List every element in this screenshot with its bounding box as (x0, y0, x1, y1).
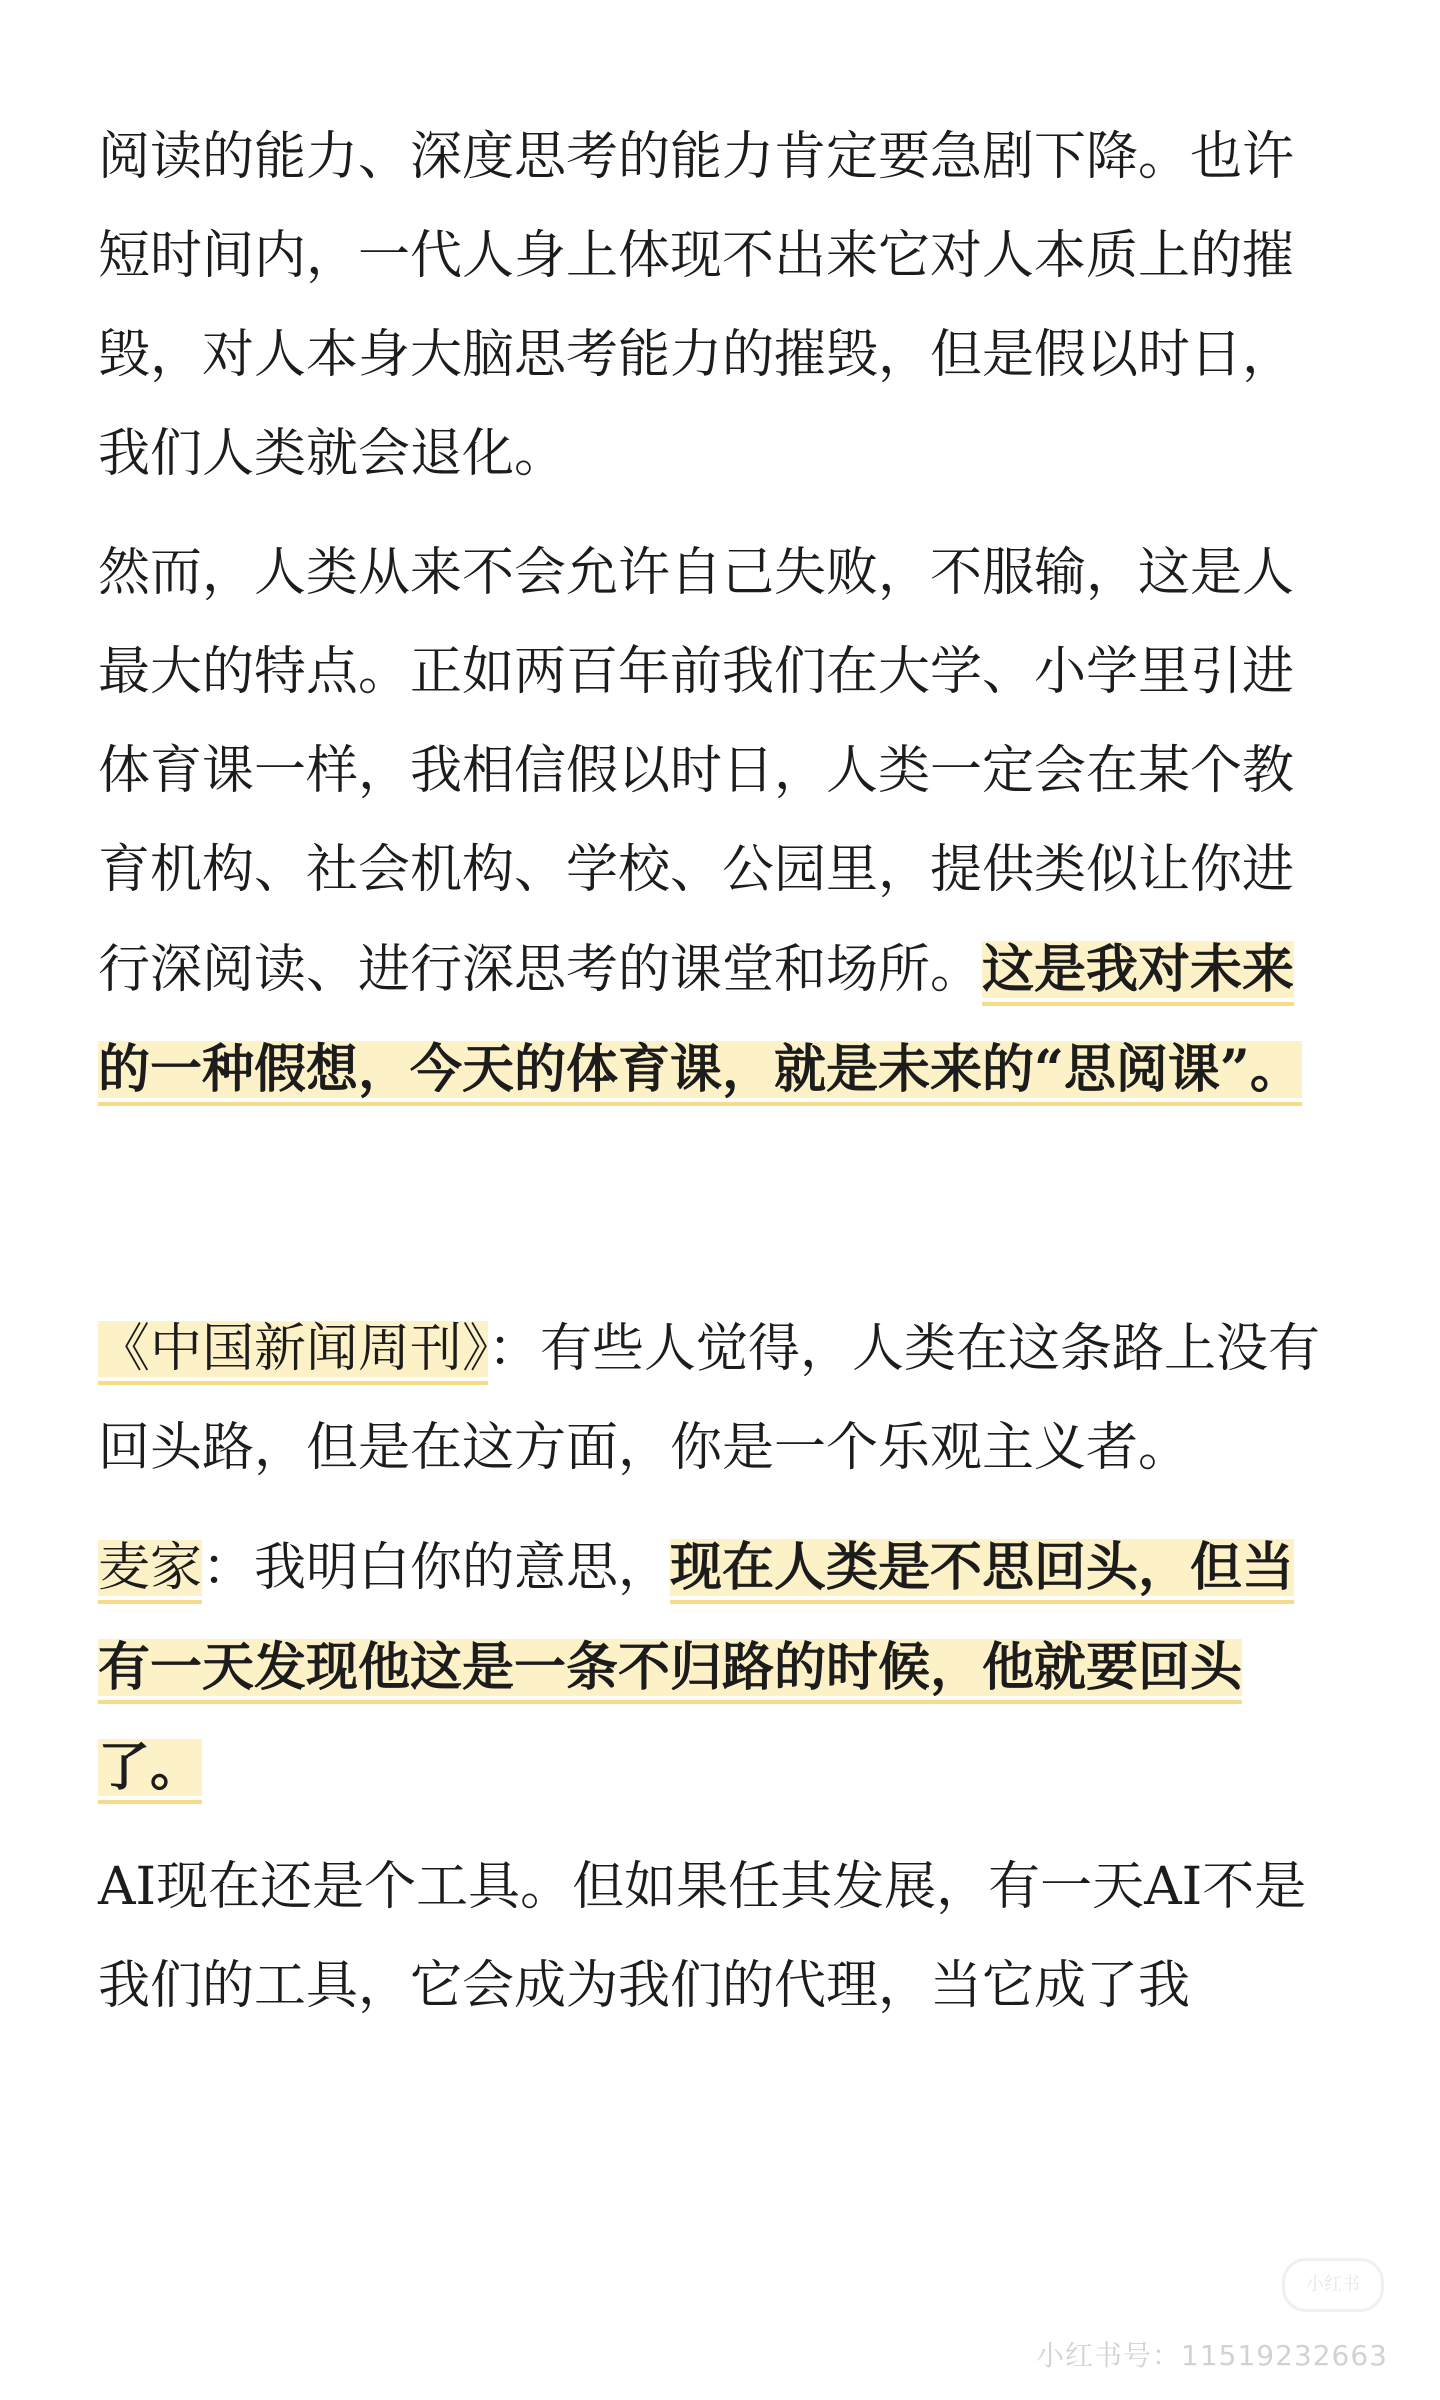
paragraph-5 (98, 1838, 1338, 2036)
question-text: ：有些人觉得，人类在这条路上没有回头路，但是在这方面，你是一个乐观主义者。 (98, 1319, 1321, 1478)
speaker-name: 麦家 (98, 1536, 202, 1604)
answer-paragraph (98, 1518, 1338, 1818)
watermark-id: 小红书号：11519232663 (1036, 2339, 1388, 2372)
highlighted-answer: 现在人类是不思回头，但当有一天发现他这是一条不归路的时候，他就要回头了。 (98, 1535, 1294, 1804)
highlighted-quote: 这是我对未来的一种假想，今天的体育课，就是未来的“思阅课”。 (98, 937, 1302, 1106)
paragraph-1 (98, 108, 1338, 504)
paragraph-1-text: 阅读的能力、深度思考的能力肯定要急剧下降。也许短时间内，一代人身上体现不出来它对人本质上的摧毁，对人本身大脑思考能力的摧毁，但是假以时日，我们人类就会退化。 (98, 127, 1295, 484)
paragraph-2 (98, 524, 1338, 1120)
answer-text: ：我明白你的意思， (202, 1538, 671, 1598)
interviewer-name: 《中国新闻周刊》 (98, 1317, 488, 1385)
paragraph-5-text: AI现在还是个工具。但如果任其发展，有一天AI不是我们的工具，它会成为我们的代理，当它成了我 (98, 1857, 1307, 2016)
question-paragraph (98, 1300, 1338, 1498)
paragraph-2-text: 然而，人类从来不会允许自己失败，不服输，这是人最大的特点。正如两百年前我们在大学、小学里引进体育课一样，我相信假以时日，人类一定会在某个教育机构、社会机构、学校、公园里，提供类似让你进行深阅读、进行深思考的课堂和场所。 (98, 543, 1295, 1000)
watermark-logo: 小红书 (1282, 2258, 1384, 2312)
article-body (98, 108, 1338, 2036)
